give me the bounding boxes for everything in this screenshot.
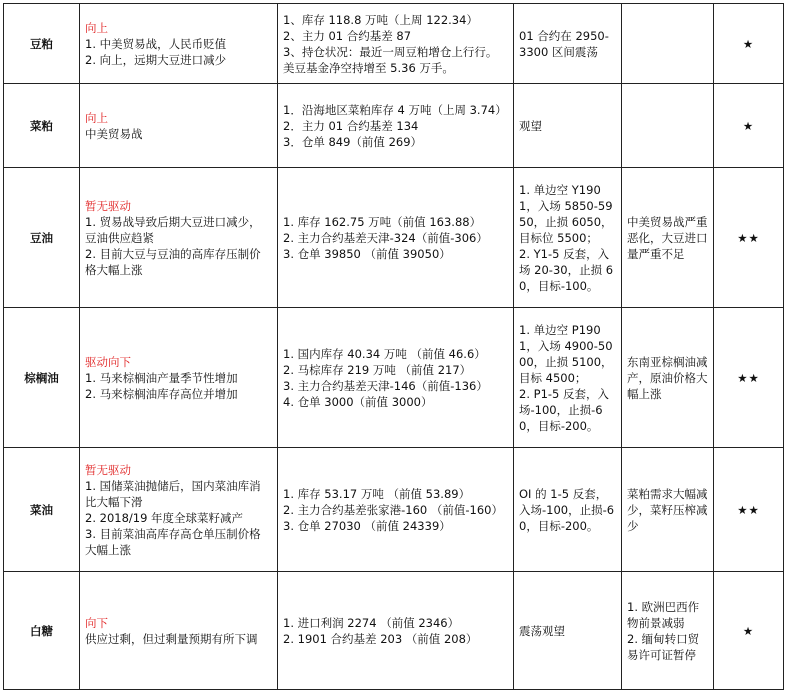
risk-cell — [622, 168, 714, 308]
commodity-table — [3, 3, 784, 690]
direction-label: 驱动向下 — [85, 354, 131, 369]
fundamental-line: 3. 主力合约基差天津-146（前值-136） — [283, 378, 488, 393]
fundamental-line: 4. 仓单 3000（前值 3000） — [283, 394, 433, 409]
strategy-cell — [514, 168, 622, 308]
driver-cell — [80, 84, 278, 168]
driver-cell — [80, 572, 278, 690]
risk-line: 1. 欧洲巴西作物前景减弱 — [627, 599, 700, 630]
fundamental-line: 2. 1901 合约基差 203 （前值 208） — [283, 631, 478, 646]
direction-label: 暂无驱动 — [85, 198, 131, 213]
direction-label: 向上 — [85, 20, 108, 35]
table-row — [4, 572, 784, 690]
risk-line: 2. 缅甸转口贸易许可证暂停 — [627, 631, 700, 662]
strategy-cell — [514, 572, 622, 690]
strategy-line: 01 合约在 2950-3300 区间震荡 — [519, 28, 609, 59]
risk-line: 中美贸易战严重恶化，大豆进口量严重不足 — [627, 214, 708, 261]
commodity-name: 白糖 — [4, 572, 80, 690]
table-row — [4, 168, 784, 308]
strategy-cell — [514, 4, 622, 84]
fundamentals-cell — [278, 308, 514, 448]
driver-line: 2. 向上，远期大豆进口减少 — [85, 52, 227, 67]
risk-cell — [622, 308, 714, 448]
strategy-line: OI 的 1-5 反套，入场-100，止损-60，目标-200。 — [519, 486, 615, 533]
strategy-cell — [514, 308, 622, 448]
table-row — [4, 84, 784, 168]
driver-line: 1. 中美贸易战，人民币贬值 — [85, 36, 227, 51]
driver-cell — [80, 4, 278, 84]
driver-cell — [80, 448, 278, 572]
fundamentals-cell — [278, 84, 514, 168]
fundamental-line: 1. 进口利润 2274 （前值 2346） — [283, 615, 460, 630]
strategy-line: 2. P1-5 反套，入场-100，止损-60，目标-200。 — [519, 386, 610, 433]
strategy-cell — [514, 448, 622, 572]
strategy-line: 观望 — [519, 118, 542, 133]
strategy-cell — [514, 84, 622, 168]
driver-line: 1. 贸易战导致后期大豆进口减少，豆油供应趋紧 — [85, 214, 261, 245]
risk-line: 东南亚棕榈油减产，原油价格大幅上涨 — [627, 354, 708, 401]
driver-line: 2. 2018/19 年度全球菜籽减产 — [85, 510, 244, 525]
table-row — [4, 4, 784, 84]
commodity-name: 棕榈油 — [4, 308, 80, 448]
fundamentals-cell — [278, 572, 514, 690]
fundamental-line: 2. 马棕库存 219 万吨 （前值 217） — [283, 362, 472, 377]
rating-stars: ★ — [714, 84, 784, 168]
rating-stars: ★ — [714, 572, 784, 690]
rating-stars: ★★ — [714, 168, 784, 308]
risk-cell — [622, 84, 714, 168]
fundamental-line: 1、库存 118.8 万吨（上周 122.34） — [283, 12, 478, 27]
driver-line: 1. 国储菜油抛储后，国内菜油库消比大幅下滑 — [85, 478, 261, 509]
strategy-line: 2. Y1-5 反套，入场 20-30，止损 60，目标-100。 — [519, 246, 614, 293]
driver-line: 供应过剩，但过剩量预期有所下调 — [85, 631, 258, 646]
fundamentals-cell — [278, 4, 514, 84]
direction-label: 向上 — [85, 110, 108, 125]
fundamentals-cell — [278, 168, 514, 308]
direction-label: 暂无驱动 — [85, 462, 131, 477]
fundamental-line: 2、主力 01 合约基差 87 — [283, 28, 412, 43]
fundamental-line: 3．仓单 849（前值 269） — [283, 134, 423, 149]
rating-stars: ★★ — [714, 448, 784, 572]
fundamental-line: 3. 仓单 27030 （前值 24339） — [283, 518, 451, 533]
driver-cell — [80, 168, 278, 308]
fundamental-line: 1. 库存 53.17 万吨 （前值 53.89） — [283, 486, 471, 501]
fundamental-line: 3、持仓状况：最近一周豆粕增仓上行行。美豆基金净空持增至 5.36 万手。 — [283, 44, 498, 75]
table-row — [4, 308, 784, 448]
fundamental-line: 1. 国内库存 40.34 万吨 （前值 46.6） — [283, 346, 486, 361]
fundamental-line: 3. 仓单 39850 （前值 39050） — [283, 246, 451, 261]
driver-cell — [80, 308, 278, 448]
driver-line: 1. 马来棕榈油产量季节性增加 — [85, 370, 238, 385]
driver-line: 2. 马来棕榈油库存高位并增加 — [85, 386, 238, 401]
risk-cell — [622, 448, 714, 572]
risk-cell — [622, 4, 714, 84]
rating-stars: ★ — [714, 4, 784, 84]
risk-line: 菜粕需求大幅减少，菜籽压榨减少 — [627, 486, 708, 533]
commodity-name: 菜粕 — [4, 84, 80, 168]
commodity-name: 菜油 — [4, 448, 80, 572]
risk-cell — [622, 572, 714, 690]
fundamentals-cell — [278, 448, 514, 572]
rating-stars: ★★ — [714, 308, 784, 448]
commodity-name: 豆油 — [4, 168, 80, 308]
commodity-name: 豆粕 — [4, 4, 80, 84]
fundamental-line: 2. 主力合约基差张家港-160 （前值-160） — [283, 502, 503, 517]
fundamental-line: 1．沿海地区菜粕库存 4 万吨（上周 3.74） — [283, 102, 507, 117]
table-row — [4, 448, 784, 572]
direction-label: 向下 — [85, 615, 108, 630]
strategy-line: 1. 单边空 Y1901，入场 5850-5950，止损 6050，目标位 5500； — [519, 182, 613, 245]
fundamental-line: 1. 库存 162.75 万吨（前值 163.88） — [283, 214, 482, 229]
fundamental-line: 2．主力 01 合约基差 134 — [283, 118, 419, 133]
strategy-line: 1. 单边空 P1901，入场 4900-5000，止损 5100，目标 4500； — [519, 322, 613, 385]
strategy-line: 震荡观望 — [519, 623, 565, 638]
driver-line: 中美贸易战 — [85, 126, 143, 141]
fundamental-line: 2. 主力合约基差天津-324（前值-306） — [283, 230, 488, 245]
driver-line: 3. 目前菜油高库存高仓单压制价格大幅上涨 — [85, 526, 261, 557]
driver-line: 2. 目前大豆与豆油的高库存压制价格大幅上涨 — [85, 246, 261, 277]
